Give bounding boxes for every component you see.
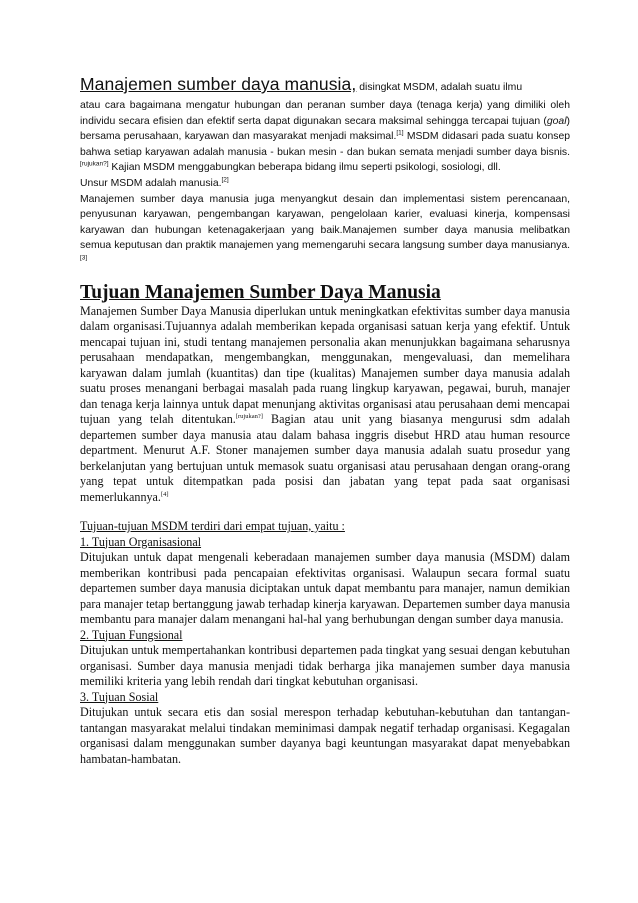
goals-list-intro: Tujuan-tujuan MSDM terdiri dari empat tujuan, yaitu :	[80, 519, 345, 534]
intro-paragraph-2: Unsur MSDM adalah manusia.[2]	[80, 176, 229, 189]
citation-needed-2[interactable]: [rujukan?]	[235, 413, 263, 420]
section-paragraph-1: Manajemen Sumber Daya Manusia diperlukan untuk meningkatkan efektivitas sumber daya manusia dalam organisasi.Tujuannya adalah memberikan kepada organisasi satuan kerja yang efektif. Untuk mencapai tujuan ini, studi tentang manajemen personalia akan menunjukkan bagaimana seharusnya perusahaan mendapatkan, mengembangkan, menggunakan, mengevaluasi, dan memelihara karyawan dalam jumlah (kuantitas) dan tipe (kualitas) Manajemen sumber daya manusia adalah suatu proses menangani berbagai masalah pada ruang lingkup karyawan, pegawai, buruh, manajer dan tenaga kerja lainnya untuk dapat menunjang aktivitas organisasi atau perusahaan demi mencapai tujuan yang telah ditentukan.[rujukan?] Bagian atau unit yang biasanya mengurusi sdm adalah departemen sumber daya manusia atau dalam bahasa inggris disebut HRD atau human resource department. Menurut A.F. Stoner manajemen sumber daya manusia adalah suatu prosedur yang berkelanjutan yang bertujuan untuk memasok suatu organisasi atau perusahaan dengan orang-orang yang tepat untuk ditempatkan pada posisi dan jabatan yang tepat pada saat organisasi memerlukannya.[4]	[80, 303, 570, 504]
section-heading: Tujuan Manajemen Sumber Daya Manusia	[80, 281, 441, 303]
goal-title: 1. Tujuan Organisasional	[80, 534, 202, 549]
citation-2[interactable]: [2]	[221, 176, 229, 184]
spacer	[80, 505, 570, 519]
goal-text: Ditujukan untuk secara etis dan sosial merespon terhadap kebutuhan-kebutuhan dan tantangan-tantangan masyarakat melalui tindakan meminimasi dampak negatif terhadap organisasi. Kegagalan organisasi dalam menggunakan sumber dayanya bagi keuntungan masyarakat dapat menyebabkan hambatan-hambatan.	[80, 705, 570, 766]
citation-3[interactable]: [3]	[80, 254, 88, 262]
goal-social	[80, 690, 570, 768]
goal-term: goal	[546, 115, 567, 127]
document-page	[80, 74, 570, 767]
citation-1[interactable]: [1]	[396, 129, 404, 137]
goal-title: 2. Tujuan Fungsional	[80, 627, 183, 642]
goal-organizational	[80, 535, 570, 628]
goal-text: Ditujukan untuk mempertahankan kontribusi departemen pada tingkat yang sesuai dengan kebutuhan organisasi. Sumber daya manusia menjadi tidak berharga jika manajemen sumber daya manusia memiliki kriteria yang lebih rendah dari tingkat kebutuhan organisasi.	[80, 643, 570, 689]
citation-4[interactable]: [4]	[160, 490, 169, 498]
title-continuation: disingkat MSDM, adalah suatu ilmu	[356, 82, 523, 93]
intro-paragraph-1: atau cara bagaimana mengatur hubungan dan peranan sumber daya (tenaga kerja) yang dimiliki oleh individu secara efisien dan efektif serta dapat digunakan secara maksimal sehingga tercapai tujuan (goal) bersama perusahaan, karyawan dan masyarakat menjadi maksimal.[1] MSDM didasari pada suatu konsep bahwa setiap karyawan adalah manusia - bukan mesin - dan bukan semata menjadi sumber daya bisnis.[rujukan?] Kajian MSDM menggabungkan beberapa bidang ilmu seperti psikologi, sosiologi, dll.	[80, 100, 571, 174]
document-title: Manajemen sumber daya manusia,	[80, 74, 357, 94]
intro-title-line	[80, 74, 570, 98]
goal-text: Ditujukan untuk dapat mengenali keberadaan manajemen sumber daya manusia (MSDM) dalam memberikan kontribusi pada pencapaian efektivitas organisasi. Walaupun secara formal suatu departemen sumber daya manusia diciptakan untuk dapat membantu para manajer, namun demikian para manajer tetap bertanggung jawab terhadap kinerja karyawan. Departemen sumber daya manusia membantu para manajer dalam menangani hal-hal yang berhubungan dengan sumber daya manusia.	[80, 550, 570, 627]
intro-paragraph-3: Manajemen sumber daya manusia juga menyangkut desain dan implementasi sistem perencanaan, penyusunan karyawan, pengembangan karyawan, pengelolaan karier, evaluasi kinerja, kompensasi karyawan dan hubungan ketenagakerjaan yang baik.Manajemen sumber daya manusia melibatkan semua keputusan dan praktik manajemen yang memengaruhi secara langsung sumber daya manusianya.[3]	[80, 193, 570, 262]
goal-title: 3. Tujuan Sosial	[80, 689, 159, 704]
goal-functional	[80, 628, 570, 690]
citation-needed[interactable]: [rujukan?]	[80, 160, 109, 168]
